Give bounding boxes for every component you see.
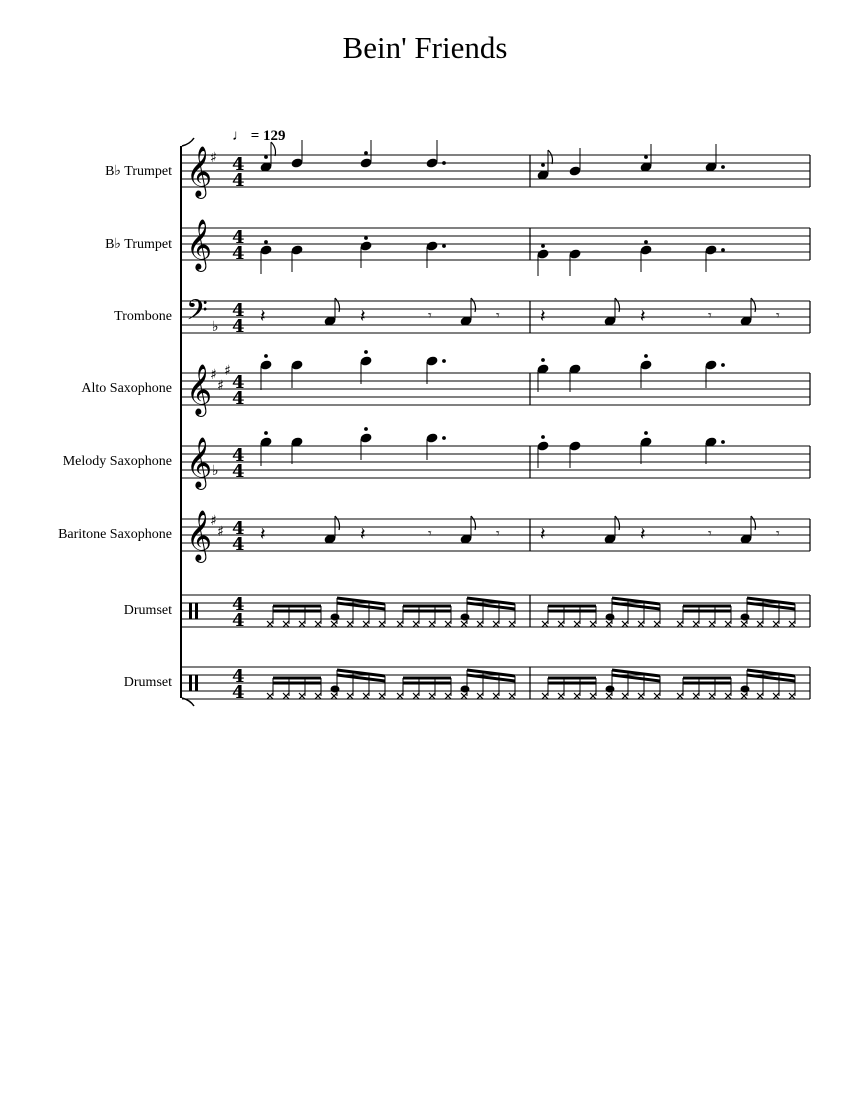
svg-text:𝄽: 𝄽: [640, 524, 646, 545]
svg-text:4: 4: [232, 445, 245, 466]
svg-text:4: 4: [232, 170, 245, 191]
svg-text:4: 4: [232, 461, 245, 482]
svg-text:4: 4: [232, 594, 245, 615]
svg-text:𝄽: 𝄽: [640, 306, 646, 327]
svg-text:♯: ♯: [210, 513, 217, 529]
svg-text:𝄞: 𝄞: [186, 437, 213, 488]
svg-text:4: 4: [232, 610, 245, 631]
svg-text:4: 4: [232, 227, 245, 248]
svg-text:4: 4: [232, 534, 245, 555]
staff-label-baritone-sax: Baritone Saxophone: [58, 527, 172, 542]
staff-label-drumset-2: Drumset: [123, 675, 172, 690]
svg-text:𝄞: 𝄞: [186, 219, 213, 270]
svg-text:♭: ♭: [212, 319, 219, 335]
svg-text:𝄽: 𝄽: [260, 524, 266, 545]
staff-label-trombone: Trombone: [114, 309, 172, 324]
svg-text:♯: ♯: [217, 378, 224, 394]
staff-label-alto-sax: Alto Saxophone: [81, 381, 172, 396]
staff-label-drumset-1: Drumset: [123, 603, 172, 618]
svg-text:𝄾: 𝄾: [428, 526, 432, 542]
svg-text:𝄽: 𝄽: [540, 524, 546, 545]
svg-text:♯: ♯: [210, 150, 217, 166]
tempo-marking: ♩ = 129: [232, 128, 286, 144]
svg-text:𝄾: 𝄾: [496, 308, 500, 324]
svg-text:♭: ♭: [212, 463, 219, 479]
svg-text:4: 4: [232, 316, 245, 337]
staff-label-trumpet-2: B♭ Trumpet: [105, 237, 172, 252]
svg-text:𝄾: 𝄾: [496, 526, 500, 542]
svg-text:𝄽: 𝄽: [360, 306, 366, 327]
svg-text:𝄽: 𝄽: [360, 524, 366, 545]
svg-text:4: 4: [232, 300, 245, 321]
svg-text:4: 4: [232, 518, 245, 539]
svg-text:𝄞: 𝄞: [186, 364, 213, 415]
svg-text:♯: ♯: [224, 363, 231, 379]
svg-text:𝄾: 𝄾: [428, 308, 432, 324]
svg-text:𝄞: 𝄞: [186, 510, 213, 561]
svg-text:4: 4: [232, 388, 245, 409]
svg-text:𝄾: 𝄾: [708, 308, 712, 324]
svg-text:𝄞: 𝄞: [186, 146, 213, 197]
score-title: Bein' Friends: [342, 30, 508, 65]
svg-text:𝄢: 𝄢: [186, 294, 208, 334]
staff-label-trumpet-1: B♭ Trumpet: [105, 164, 172, 179]
svg-text:4: 4: [232, 666, 245, 687]
svg-text:𝄽: 𝄽: [540, 306, 546, 327]
svg-text:𝄽: 𝄽: [260, 306, 266, 327]
svg-text:𝄾: 𝄾: [776, 308, 780, 324]
svg-text:4: 4: [232, 243, 245, 264]
svg-text:4: 4: [232, 154, 245, 175]
staff-label-melody-sax: Melody Saxophone: [62, 454, 172, 469]
svg-text:♯: ♯: [210, 367, 217, 383]
svg-text:𝄾: 𝄾: [776, 526, 780, 542]
svg-text:𝄾: 𝄾: [708, 526, 712, 542]
svg-text:♯: ♯: [217, 524, 224, 540]
svg-text:4: 4: [232, 682, 245, 703]
svg-text:4: 4: [232, 372, 245, 393]
